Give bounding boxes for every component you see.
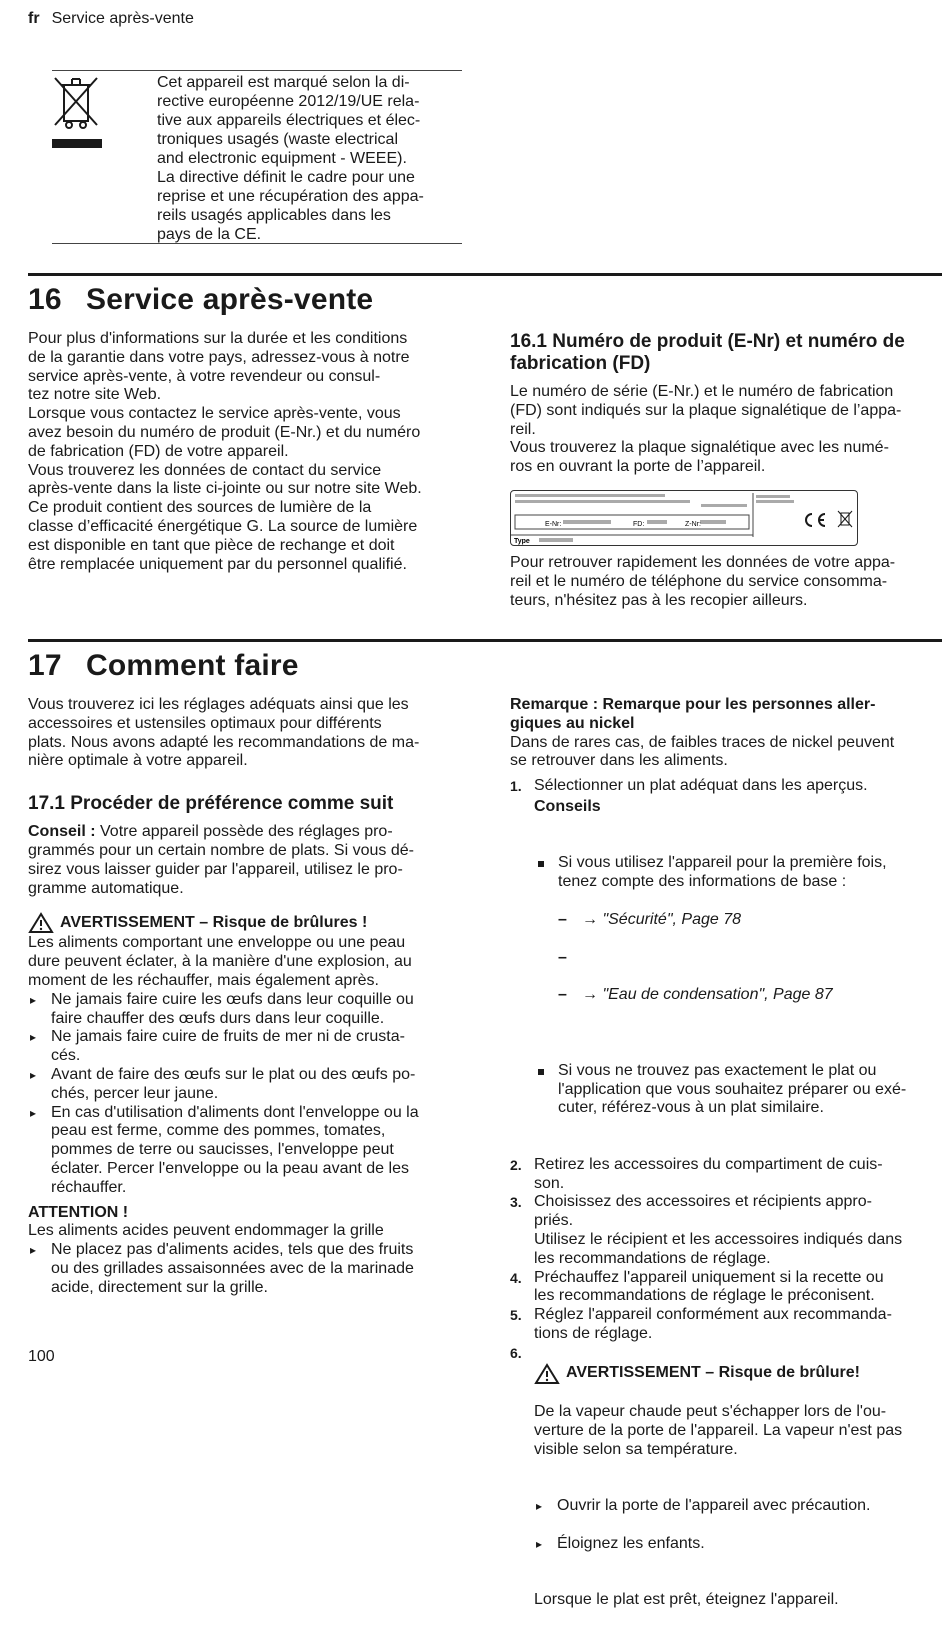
conseils-label: Conseils	[534, 797, 601, 815]
plate-znr-label: Z-Nr:	[685, 521, 701, 528]
list-item: ▸ Éloignez les enfants.	[534, 1535, 945, 1554]
step-4: 4. Préchauffez l'appareil uniquement si la recette ou les recommandations de réglage le préconisent.	[510, 1268, 884, 1305]
weee-notice	[52, 70, 462, 244]
step-2: 2. Retirez les accessoires du compartiment de cuis- son.	[510, 1155, 883, 1192]
list-item: ▸ Ouvrir la porte de l'appareil avec précaution.	[534, 1497, 945, 1516]
plate-fd-label: FD:	[633, 521, 645, 528]
step-6-after: Lorsque le plat est prêt, éteignez l'appareil.	[534, 1591, 839, 1609]
warning-burns-text: Les aliments comportant une enveloppe ou une peau dure peuvent éclater, à la manière d'une explosion, au moment de les réchauffer, mais également après.	[28, 934, 412, 989]
section-rule	[28, 639, 942, 642]
section-17-1-heading: 17.1 Procéder de préférence comme suit	[28, 793, 394, 815]
step-5: 5. Réglez l'appareil conformément aux recommanda- tions de réglage.	[510, 1306, 892, 1342]
tips-list	[534, 836, 945, 1137]
section-16-right-column	[510, 331, 945, 477]
section-rule	[28, 273, 942, 276]
header-title: Service après-vente	[51, 10, 194, 27]
weee-text: Cet appareil est marqué selon la di- rective européenne 2012/19/UE rela- tive aux appareils électriques et élec- troniques usagés (waste electrical and electronic equipment - WEEE). La directive définit le cadre pour une reprise et une récupération des appa- reils usagés applicables dans les pays de la CE.	[157, 74, 424, 243]
list-item: ▸ Ne jamais faire cuire les œufs dans leur coquille ou faire chauffer des œufs durs dans leur coquille.	[28, 991, 468, 1029]
weee-small-icon	[838, 511, 852, 527]
list-item: ▸ Ne jamais faire cuire de fruits de mer ni de crusta- cés.	[28, 1028, 468, 1066]
reference-link-condensation[interactable]: – → "Eau de condensation", Page 87	[558, 986, 945, 1005]
list-item: ▸ Avant de faire des œufs sur le plat ou des œufs po- chés, percer leur jaune.	[28, 1066, 468, 1104]
tip-item: Si vous ne trouvez pas exactement le plat ou l'application que vous souhaitez préparer ou exé- cuter, référez-vous à un plat similaire.	[534, 1062, 945, 1118]
section-17-left-column	[28, 696, 468, 1298]
step-1: 1. Sélectionner un plat adéquat dans les aperçus. Conseils Si vous utilisez l'appareil pour la première fois, tenez compte des informations de base : – → "Sécurité", Page 78 – – → "Eau de condensation", Page 87 Si vous ne trouvez pas exactement le plat ou l'application que vous souhaitez préparer ou exé- cuter, référez-vous à un plat similaire.	[510, 777, 945, 1156]
procedure-steps	[510, 777, 945, 1629]
warning-burns: AVERTISSEMENT – Risque de brûlures !	[28, 912, 468, 934]
warning-burn-text: De la vapeur chaude peut s'échapper lors de l'ou- verture de la porte de l'appareil. La vapeur n'est pas visible selon sa température.	[534, 1403, 903, 1458]
reference-link-securite[interactable]: – → "Sécurité", Page 78	[558, 911, 945, 930]
attention-heading: ATTENTION !	[28, 1203, 129, 1221]
remarque-text: Dans de rares cas, de faibles traces de nickel peuvent se retrouver dans les aliments.	[510, 733, 895, 770]
page-number: 100	[28, 1348, 55, 1365]
warning-triangle-icon	[28, 912, 54, 934]
warning-burn: AVERTISSEMENT – Risque de brûlure!	[534, 1363, 945, 1385]
conseil-paragraph: Conseil : Votre appareil possède des réglages pro- grammés pour un certain nombre de plats. Si vous dé- sirez vous laisser guider par l'appareil, utilisez le pro- gramme automatique.	[28, 823, 414, 897]
attention-list	[28, 1241, 468, 1297]
attention-text: Les aliments acides peuvent endommager la grille	[28, 1222, 384, 1240]
warning-burn-list	[534, 1478, 945, 1572]
step-6: 6. AVERTISSEMENT – Risque de brûlure! De la vapeur chaude peut s'échapper lors de l'ou- verture de la porte de l'appareil. La vapeur n'est pas visible selon sa température. ▸ Ouvrir la porte de l'appareil avec précaution. ▸ Éloignez les enfants. Lorsque le plat est prêt, éteignez l'appareil.	[510, 1344, 945, 1629]
ce-mark-icon	[806, 514, 825, 526]
warning-burns-list	[28, 991, 468, 1198]
reference-list	[558, 892, 945, 1024]
list-item: ▸ En cas d'utilisation d'aliments dont l'enveloppe ou la peau est ferme, comme des pommes, tomates, pommes de terre ou saucisses, l'enveloppe peut éclater. Percer l'enveloppe ou la peau avant de les réchauffer.	[28, 1104, 468, 1198]
remarque-heading: Remarque : Remarque pour les personnes aller- giques au nickel	[510, 696, 876, 732]
plate-enr-label: E-Nr:	[545, 521, 562, 528]
rating-plate-illustration	[510, 490, 858, 546]
section-17-heading: 17 Comment faire	[28, 649, 299, 682]
section-16-left-column	[28, 330, 468, 574]
plate-type-label: Type	[514, 538, 530, 545]
section-17-intro: Vous trouverez ici les réglages adéquats ainsi que les accessoires et ustensiles optimaux pour différents plats. Nous avons adapté les recommandations de ma- nière optimale à votre appareil.	[28, 696, 420, 770]
rating-plate-graphic	[511, 491, 857, 545]
running-header	[28, 10, 194, 28]
weee-bin-icon	[52, 75, 102, 151]
section-17-right-column	[510, 696, 945, 1629]
language-code: fr	[28, 10, 40, 27]
section-16-heading: 16 Service après-vente	[28, 283, 374, 316]
plate-note: Pour retrouver rapidement les données de votre appa- reil et le numéro de téléphone du service consomma- teurs, n'hésitez pas à les recopier ailleurs.	[510, 554, 896, 609]
section-16-1-text: Le numéro de série (E-Nr.) et le numéro de fabrication (FD) sont indiqués sur la plaque signalétique de l’appa- reil. Vous trouverez la plaque signalétique avec les numé- ros en ouvrant la porte de l’appareil.	[510, 383, 902, 476]
list-item: ▸ Ne placez pas d'aliments acides, tels que des fruits ou des grillades assaisonnées avec de la marinade acide, directement sur la grille.	[28, 1241, 468, 1297]
step-3: 3. Choisissez des accessoires et récipients appro- priés. Utilisez le récipient et les accessoires indiqués dans les recommandations de réglage.	[510, 1193, 903, 1267]
reference-empty	[558, 949, 945, 968]
section-16-1-heading: 16.1 Numéro de produit (E-Nr) et numéro de fabrication (FD)	[510, 331, 905, 374]
section-16-text: Pour plus d'informations sur la durée et les conditions de la garantie dans votre pays, adressez-vous à notre service après-vente, à votre revendeur ou consul- tez notre site Web. Lorsque vous contactez le service après-vente, vous avez besoin du numéro de produit (E-Nr.) et du numéro de fabrication (FD) de votre appareil. Vous trouverez les données de contact du service après-vente dans la liste ci-jointe ou sur notre site Web. Ce produit contient des sources de lumière de la classe d’efficacité énergétique G. La source de lumière est disponible en tant que pièce de rechange et doit être remplacée uniquement par du personnel qualifié.	[28, 330, 422, 573]
warning-triangle-icon	[534, 1363, 560, 1385]
tip-item: Si vous utilisez l'appareil pour la première fois, tenez compte des informations de base : – → "Sécurité", Page 78 – – → "Eau de condensation", Page 87	[534, 854, 945, 1043]
